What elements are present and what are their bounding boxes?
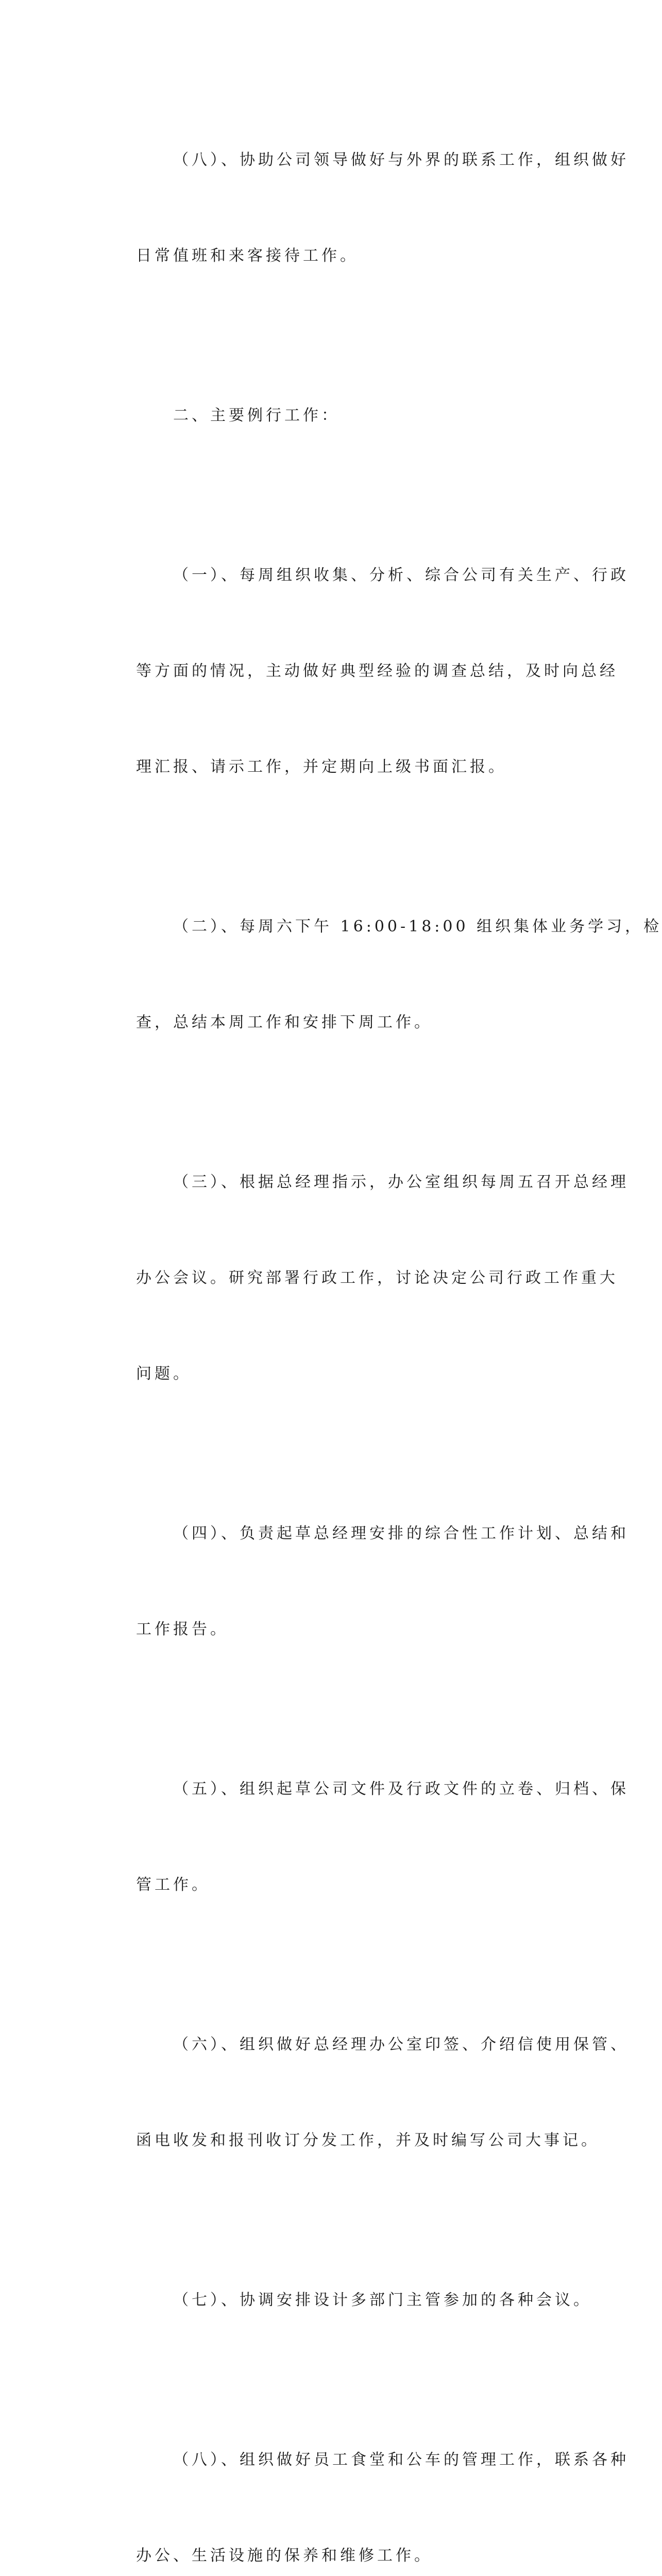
paragraph-line: 办公会议。研究部署行政工作，讨论决定公司行政工作重大 — [136, 1269, 618, 1287]
paragraph-line: （二）、每周六下午 16:00-18:00 组织集体业务学习，检 — [173, 918, 662, 936]
paragraph-line: （四）、负责起草总经理安排的综合性工作计划、总结和 — [173, 1524, 629, 1543]
paragraph-line: 问题。 — [136, 1365, 192, 1383]
paragraph-line: 理汇报、请示工作，并定期向上级书面汇报。 — [136, 758, 507, 776]
paragraph-line: （六）、组织做好总经理办公室印签、介绍信使用保管、 — [173, 2036, 629, 2054]
section-heading-text: 二、主要例行工作： — [173, 406, 340, 425]
paragraph-item-1-weekly-report — [99, 496, 629, 847]
paragraph-item-2-study — [99, 847, 662, 1103]
paragraph-line: 日常值班和来客接待工作。 — [136, 247, 359, 265]
paragraph-line: 查，总结本周工作和安排下周工作。 — [136, 1013, 433, 1031]
paragraph-line: 函电收发和报刊收订分发工作，并及时编写公司大事记。 — [136, 2131, 600, 2149]
paragraph-item-4-drafting — [99, 1454, 629, 1709]
paragraph-line: （五）、组织起草公司文件及行政文件的立卷、归档、保 — [173, 1780, 629, 1798]
paragraph-item-5-filing — [99, 1709, 629, 1965]
paragraph-line: （八）、组织做好员工食堂和公车的管理工作，联系各种 — [173, 2451, 629, 2469]
paragraph-item-8-contact — [99, 80, 629, 336]
paragraph-item-7-coordination — [99, 2221, 592, 2380]
paragraph-item-6-seals — [99, 1965, 629, 2221]
paragraph-line: （八）、协助公司领导做好与外界的联系工作，组织做好 — [173, 151, 629, 169]
paragraph-line: （七）、协调安排设计多部门主管参加的各种会议。 — [173, 2291, 592, 2309]
paragraph-line: 办公、生活设施的保养和维修工作。 — [136, 2547, 433, 2565]
paragraph-line: 等方面的情况，主动做好典型经验的调查总结，及时向总经 — [136, 662, 618, 680]
paragraph-line: （一）、每周组织收集、分析、综合公司有关生产、行政 — [173, 566, 629, 584]
paragraph-item-8-canteen — [99, 2380, 629, 2576]
paragraph-item-3-meeting — [99, 1103, 629, 1454]
document-body — [99, 80, 662, 2576]
section-heading-routine-work — [99, 336, 552, 496]
paragraph-line: 工作报告。 — [136, 1620, 229, 1638]
paragraph-line: 管工作。 — [136, 1876, 210, 1894]
paragraph-line: （三）、根据总经理指示，办公室组织每周五召开总经理 — [173, 1173, 629, 1191]
